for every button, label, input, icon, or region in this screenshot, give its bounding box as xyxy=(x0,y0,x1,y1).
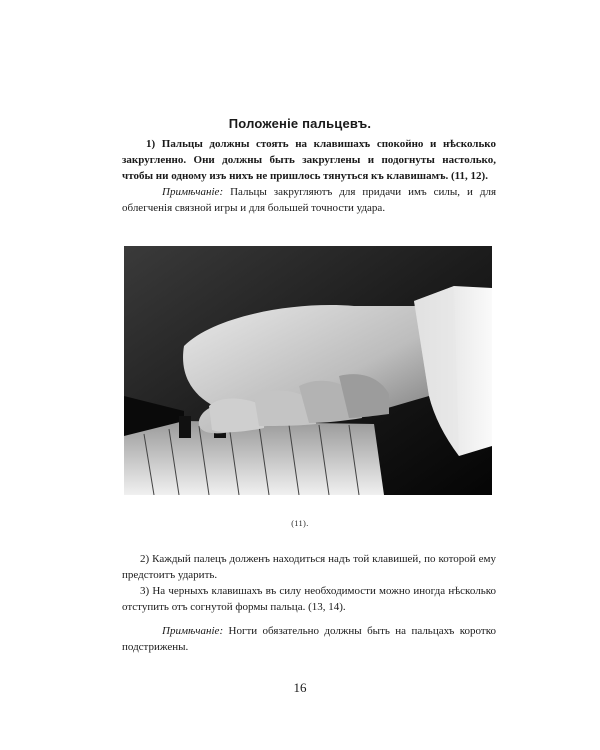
page-number: 16 xyxy=(293,680,307,695)
note-1-label: Примѣчаніе: xyxy=(162,186,224,198)
section-heading: Положеніе пальцевъ. xyxy=(228,116,372,131)
note-1 xyxy=(122,184,496,216)
note-2 xyxy=(122,623,496,655)
hand-on-piano-photo xyxy=(124,246,492,495)
paragraph-3: 3) На черныхъ клавишахъ въ силу необходимости можно иногда нѣсколько отступить отъ согнутой формы пальца. (13, 14). xyxy=(122,585,496,613)
note-2-label: Примѣчаніе: xyxy=(162,625,224,637)
paragraph-1: 1) Пальцы должны стоять на клавишахъ спокойно и нѣсколько закругленно. Они должны быть закруглены и подогнуты настолько, чтобы ни одному изъ нихъ не пришлось тянуться къ клавишамъ. (11, 12). xyxy=(122,138,496,182)
note-1-text: Пальцы закругляютъ для придачи имъ силы, и для облегченія связной игры и для большей точности удара. xyxy=(122,186,497,214)
figure-caption: (11). xyxy=(291,519,309,528)
note-2-text: Ногти обязательно должны быть на пальцахъ коротко подстрижены. xyxy=(122,625,496,653)
paragraph-2: 2) Каждый палецъ долженъ находиться надъ той клавишей, по которой ему предстоитъ ударить. xyxy=(122,553,496,581)
